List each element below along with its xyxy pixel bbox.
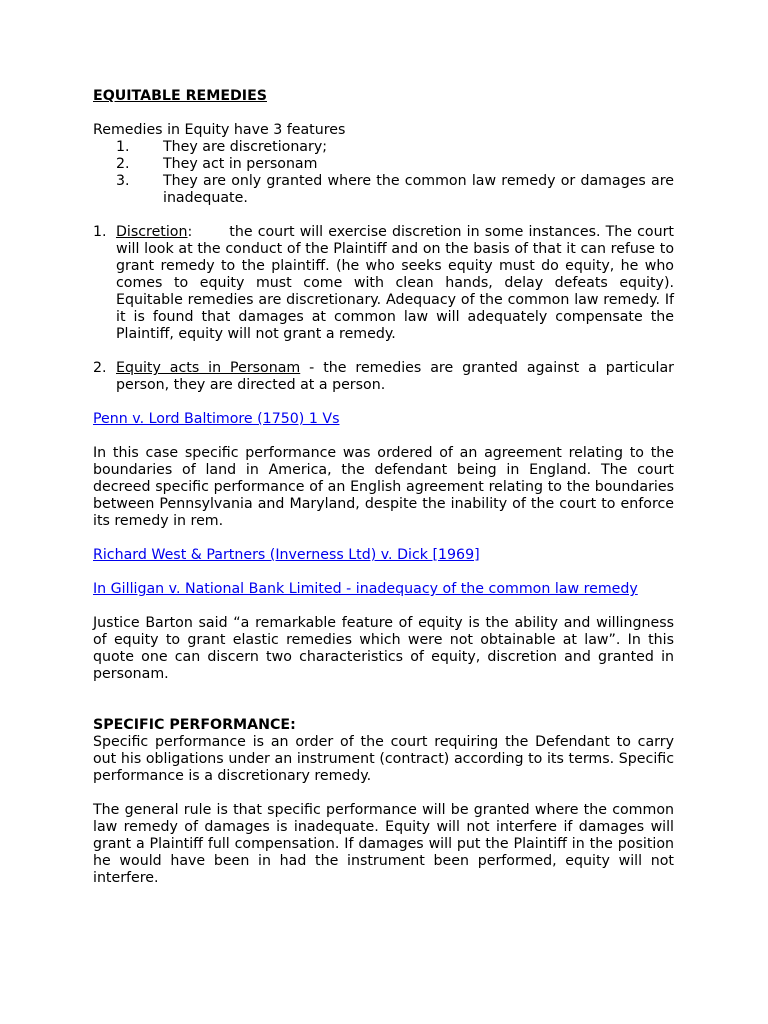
point-personam bbox=[93, 360, 674, 394]
section-para-1: Specific performance is an order of the court requiring the Defendant to carry out his obligations under an instrument (contract) according to its terms. Specific performance is a discretionary remedy. bbox=[93, 734, 674, 784]
point-number: 2. bbox=[93, 360, 107, 376]
point-body bbox=[116, 360, 674, 394]
list-text: They are only granted where the common law remedy or damages are inadequate. bbox=[163, 173, 674, 206]
case-link-gilligan[interactable]: In Gilligan v. National Bank Limited - inadequacy of the common law remedy bbox=[93, 581, 638, 597]
list-item bbox=[93, 139, 674, 156]
point-term: Equity acts in Personam bbox=[116, 360, 301, 376]
list-number: 1. bbox=[116, 139, 130, 155]
section-heading: SPECIFIC PERFORMANCE: bbox=[93, 717, 296, 733]
point-term: Discretion bbox=[116, 224, 188, 240]
point-text: the court will exercise discretion in some instances. The court will look at the conduct of the Plaintiff and on the basis of that it can refuse to grant remedy to the plaintiff. (he who seeks equity must do equity, he who comes to equity must come with clean hands, delay defeats equity). Equitable remedies are discretionary. Adequacy of the common law remedy. If it is found that damages at common law will adequately compensate the Plaintiff, equity will not grant a remedy. bbox=[116, 224, 674, 342]
case-penn bbox=[93, 411, 674, 428]
list-number: 3. bbox=[116, 173, 130, 189]
point-text: - the remedies are granted against a particular person, they are directed at a person. bbox=[116, 360, 674, 393]
list-item bbox=[93, 156, 674, 173]
case-west bbox=[93, 547, 674, 564]
list-number: 2. bbox=[116, 156, 130, 172]
document-body bbox=[93, 88, 674, 887]
list-text: They act in personam bbox=[163, 156, 318, 172]
page-title: EQUITABLE REMEDIES bbox=[93, 88, 267, 104]
list-text: They are discretionary; bbox=[163, 139, 328, 155]
point-body bbox=[116, 224, 674, 343]
case-link-west[interactable]: Richard West & Partners (Inverness Ltd) v. Dick [1969] bbox=[93, 547, 480, 563]
point-number: 1. bbox=[93, 224, 107, 240]
list-item bbox=[93, 173, 674, 207]
case-link-penn[interactable]: Penn v. Lord Baltimore (1750) 1 Vs bbox=[93, 411, 340, 427]
features-list bbox=[93, 139, 674, 207]
barton-quote: Justice Barton said “a remarkable feature of equity is the ability and willingness of equity to grant elastic remedies which were not obtainable at law”. In this quote one can discern two characteristics of equity, discretion and granted in personam. bbox=[93, 615, 674, 682]
intro-text: Remedies in Equity have 3 features bbox=[93, 122, 346, 138]
case-penn-text: In this case specific performance was ordered of an agreement relating to the boundaries of land in America, the defendant being in England. The court decreed specific performance of an English agreement relating to the boundaries between Pennsylvania and Maryland, despite the inability of the court to enforce its remedy in rem. bbox=[93, 445, 674, 529]
point-discretion bbox=[93, 224, 674, 343]
section-para-2: The general rule is that specific performance will be granted where the common law remedy of damages is inadequate. Equity will not interfere if damages will grant a Plaintiff full compensation. If damages will put the Plaintiff in the position he would have been in had the instrument been performed, equity will not interfere. bbox=[93, 802, 674, 886]
case-gilligan bbox=[93, 581, 674, 598]
point-separator: : bbox=[187, 224, 193, 240]
